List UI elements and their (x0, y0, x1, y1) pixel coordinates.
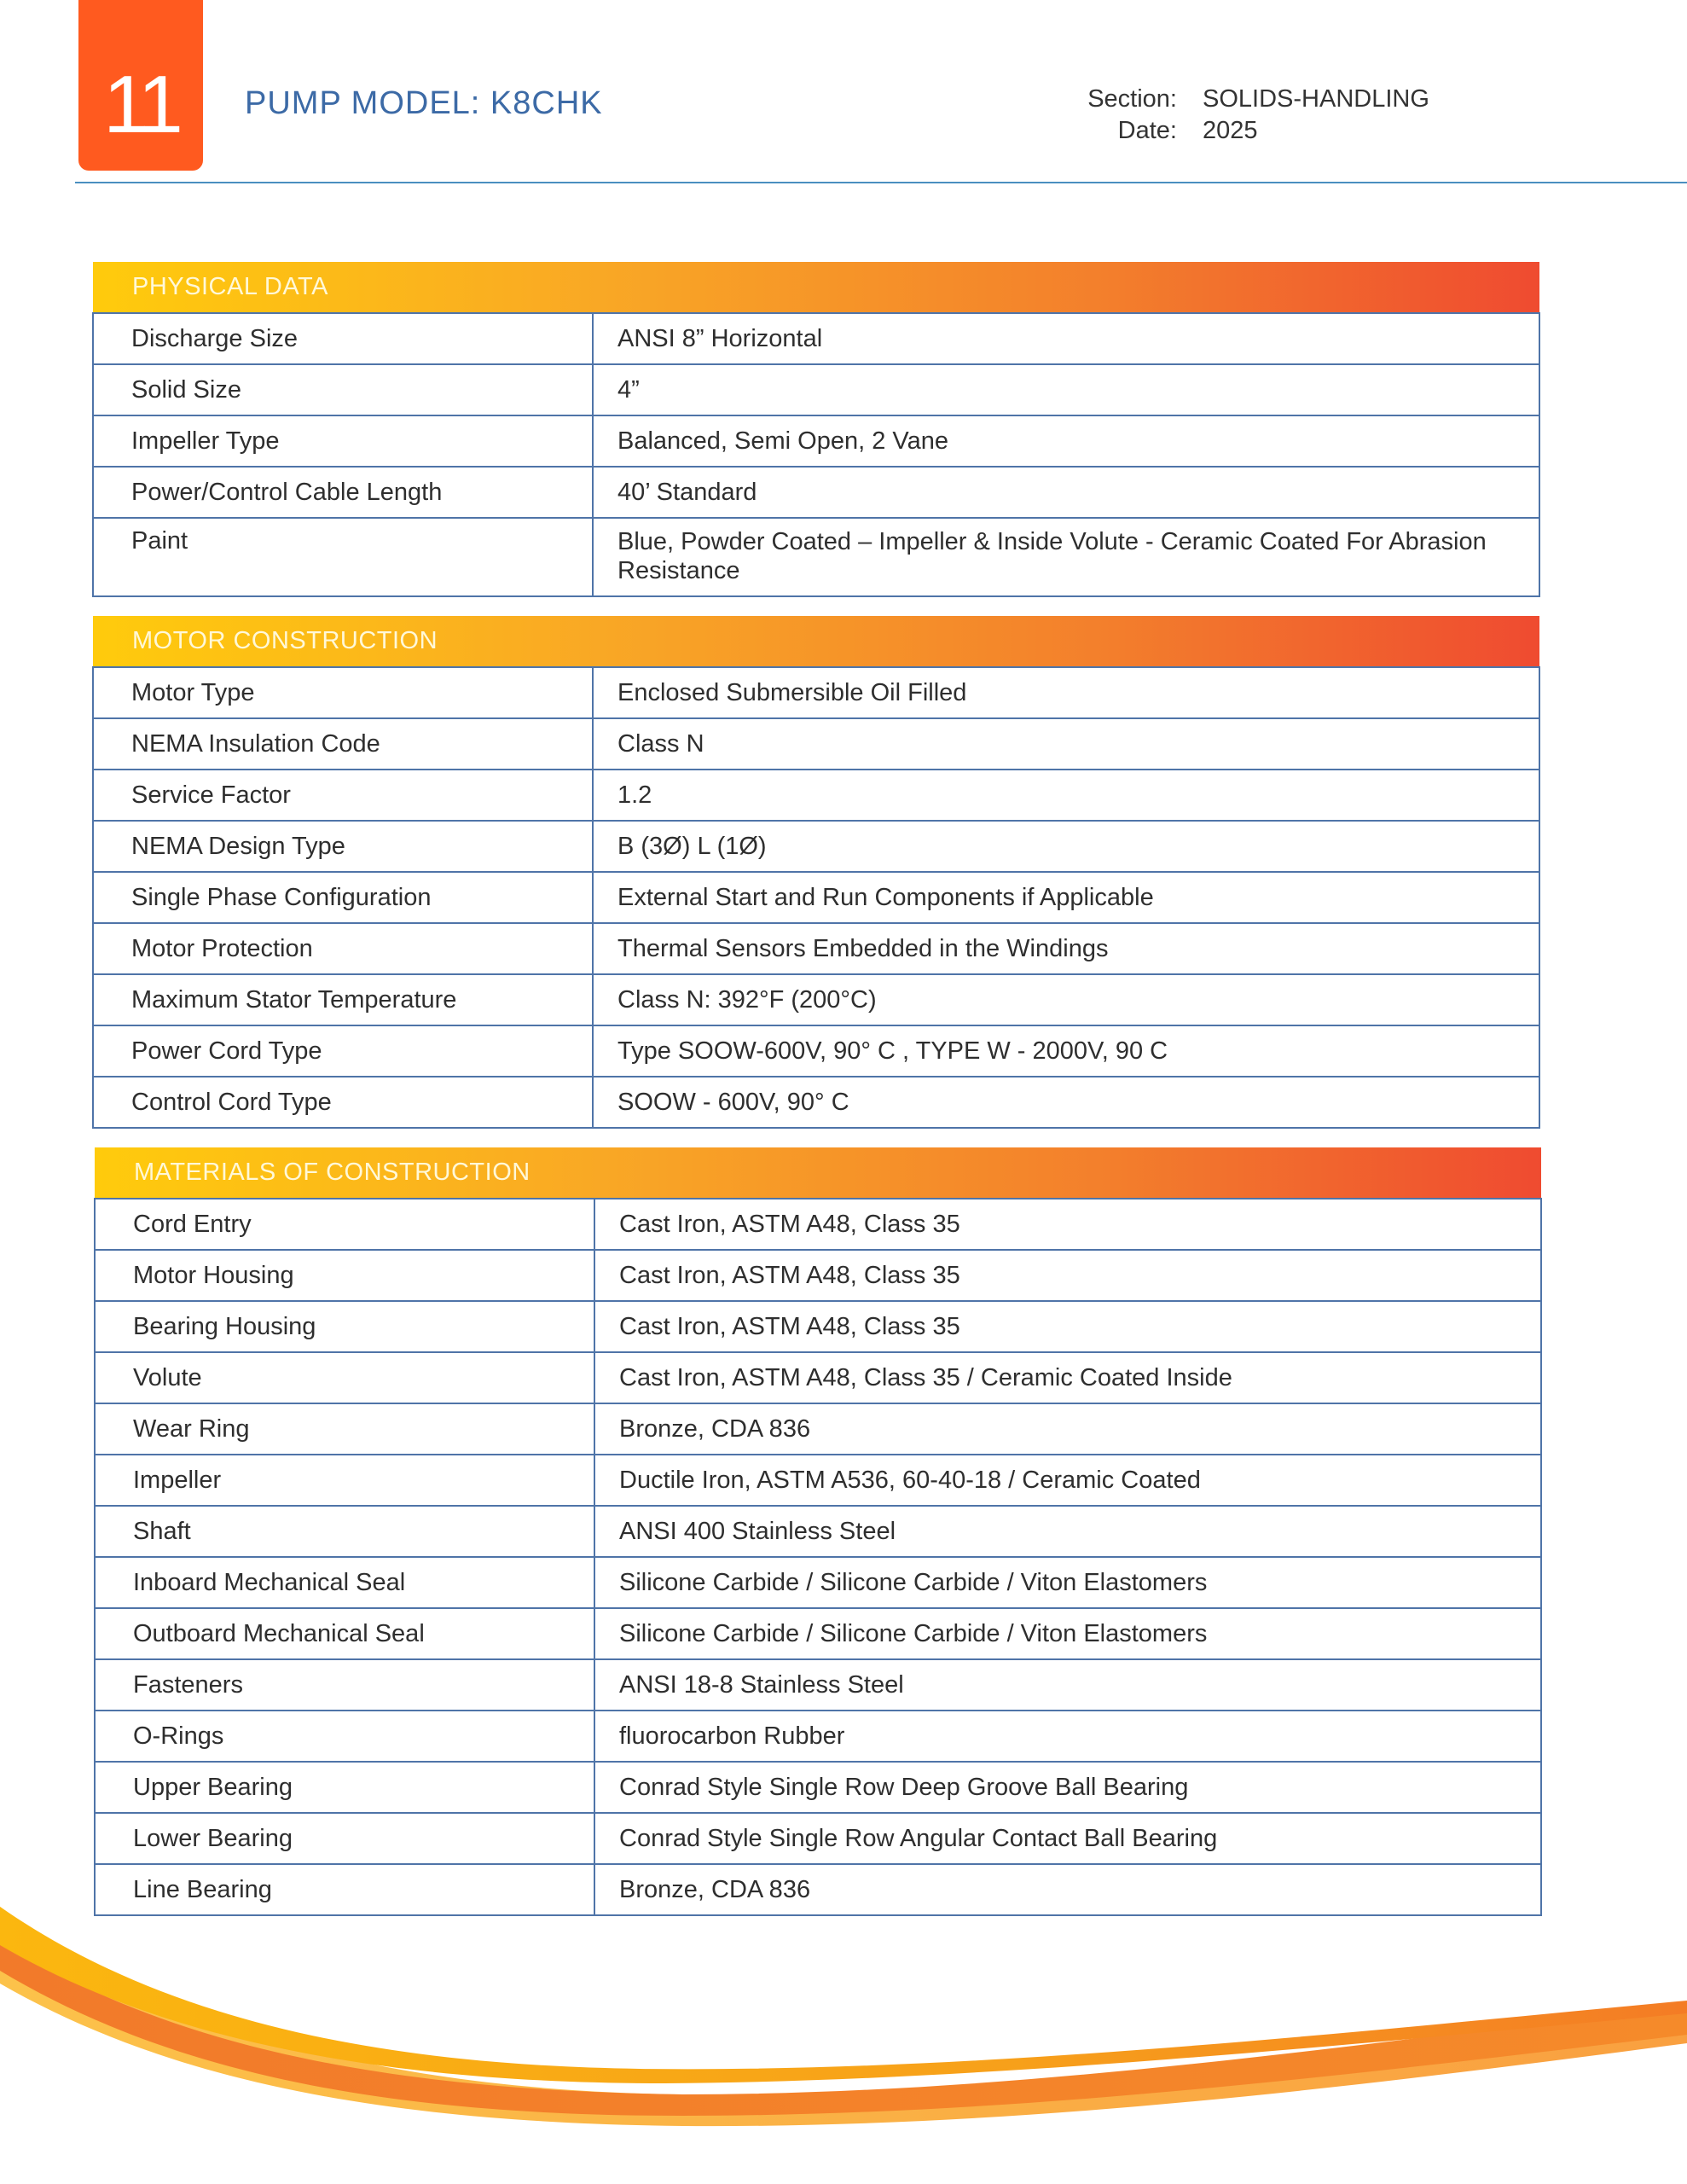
table-row (93, 518, 1539, 596)
row-value: Cast Iron, ASTM A48, Class 35 (594, 1301, 1541, 1352)
row-value: Silicone Carbide / Silicone Carbide / Viton Elastomers (594, 1608, 1541, 1659)
row-label: Impeller (95, 1455, 594, 1506)
table-row (93, 770, 1539, 821)
row-label: Line Bearing (95, 1864, 594, 1915)
row-label: Motor Type (93, 667, 593, 718)
row-label: Cord Entry (95, 1199, 594, 1250)
row-label: Paint (93, 518, 593, 596)
row-value: Bronze, CDA 836 (594, 1864, 1541, 1915)
table-row (95, 1762, 1541, 1813)
row-value: SOOW - 600V, 90° C (593, 1077, 1539, 1128)
row-value: Type SOOW-600V, 90° C , TYPE W - 2000V, 90 C (593, 1025, 1539, 1077)
table-row (95, 1199, 1541, 1250)
table-row (95, 1608, 1541, 1659)
table-row (93, 313, 1539, 364)
row-label: Power Cord Type (93, 1025, 593, 1077)
table-row (93, 415, 1539, 467)
section-header: MOTOR CONSTRUCTION (93, 616, 1539, 667)
row-value: Class N (593, 718, 1539, 770)
table-row (95, 1711, 1541, 1762)
row-label: NEMA Insulation Code (93, 718, 593, 770)
row-label: Power/Control Cable Length (93, 467, 593, 518)
row-value: Cast Iron, ASTM A48, Class 35 / Ceramic Coated Inside (594, 1352, 1541, 1403)
table-row (93, 872, 1539, 923)
row-value: ANSI 400 Stainless Steel (594, 1506, 1541, 1557)
materials-table (94, 1147, 1542, 1916)
table-row (95, 1352, 1541, 1403)
header-divider (75, 182, 1687, 183)
row-label: Volute (95, 1352, 594, 1403)
table-row (93, 1077, 1539, 1128)
row-value: External Start and Run Components if Applicable (593, 872, 1539, 923)
row-value: ANSI 8” Horizontal (593, 313, 1539, 364)
section-header: MATERIALS OF CONSTRUCTION (95, 1147, 1541, 1199)
date-value: 2025 (1203, 117, 1258, 144)
date-label: Date: (1117, 117, 1177, 144)
row-value: Class N: 392°F (200°C) (593, 974, 1539, 1025)
row-value: 4” (593, 364, 1539, 415)
row-value: Bronze, CDA 836 (594, 1403, 1541, 1455)
row-label: Motor Protection (93, 923, 593, 974)
row-value: Cast Iron, ASTM A48, Class 35 (594, 1250, 1541, 1301)
table-row (93, 467, 1539, 518)
row-value: Blue, Powder Coated – Impeller & Inside Volute - Ceramic Coated For Abrasion Resistance (593, 518, 1539, 596)
row-value: Cast Iron, ASTM A48, Class 35 (594, 1199, 1541, 1250)
row-value: Balanced, Semi Open, 2 Vane (593, 415, 1539, 467)
table-row (95, 1659, 1541, 1711)
row-label: Control Cord Type (93, 1077, 593, 1128)
row-label: Upper Bearing (95, 1762, 594, 1813)
row-value: Silicone Carbide / Silicone Carbide / Viton Elastomers (594, 1557, 1541, 1608)
table-row (95, 1557, 1541, 1608)
table-row (93, 667, 1539, 718)
table-row (95, 1506, 1541, 1557)
row-label: Wear Ring (95, 1403, 594, 1455)
table-row (93, 1025, 1539, 1077)
decorative-swoosh (0, 1834, 1687, 2184)
row-label: Maximum Stator Temperature (93, 974, 593, 1025)
row-value: Ductile Iron, ASTM A536, 60-40-18 / Ceramic Coated (594, 1455, 1541, 1506)
section-header: PHYSICAL DATA (93, 262, 1539, 313)
row-label: Service Factor (93, 770, 593, 821)
row-label: Discharge Size (93, 313, 593, 364)
row-value: B (3Ø) L (1Ø) (593, 821, 1539, 872)
row-value: Conrad Style Single Row Deep Groove Ball Bearing (594, 1762, 1541, 1813)
row-value: fluorocarbon Rubber (594, 1711, 1541, 1762)
table-row (93, 821, 1539, 872)
motor-construction-table (92, 616, 1540, 1129)
row-label: Outboard Mechanical Seal (95, 1608, 594, 1659)
row-label: Impeller Type (93, 415, 593, 467)
document-meta (1049, 85, 1429, 145)
row-label: O-Rings (95, 1711, 594, 1762)
row-label: Inboard Mechanical Seal (95, 1557, 594, 1608)
row-value: Enclosed Submersible Oil Filled (593, 667, 1539, 718)
row-label: Fasteners (95, 1659, 594, 1711)
table-row (93, 923, 1539, 974)
row-label: Lower Bearing (95, 1813, 594, 1864)
section-label: Section: (1087, 85, 1177, 113)
page-number-badge (78, 0, 203, 171)
physical-data-table (92, 262, 1540, 597)
row-value: Thermal Sensors Embedded in the Windings (593, 923, 1539, 974)
row-label: NEMA Design Type (93, 821, 593, 872)
row-value: Conrad Style Single Row Angular Contact Ball Bearing (594, 1813, 1541, 1864)
page-number: 11 (103, 59, 178, 150)
row-label: Bearing Housing (95, 1301, 594, 1352)
row-value: 1.2 (593, 770, 1539, 821)
row-label: Motor Housing (95, 1250, 594, 1301)
table-row (93, 974, 1539, 1025)
page-title: PUMP MODEL: K8CHK (245, 85, 603, 121)
table-row (95, 1301, 1541, 1352)
row-value: 40’ Standard (593, 467, 1539, 518)
table-row (93, 718, 1539, 770)
row-value: ANSI 18-8 Stainless Steel (594, 1659, 1541, 1711)
row-label: Single Phase Configuration (93, 872, 593, 923)
row-label: Shaft (95, 1506, 594, 1557)
table-row (95, 1250, 1541, 1301)
table-row (95, 1403, 1541, 1455)
row-label: Solid Size (93, 364, 593, 415)
table-row (93, 364, 1539, 415)
table-row (95, 1455, 1541, 1506)
section-value: SOLIDS-HANDLING (1203, 85, 1429, 113)
